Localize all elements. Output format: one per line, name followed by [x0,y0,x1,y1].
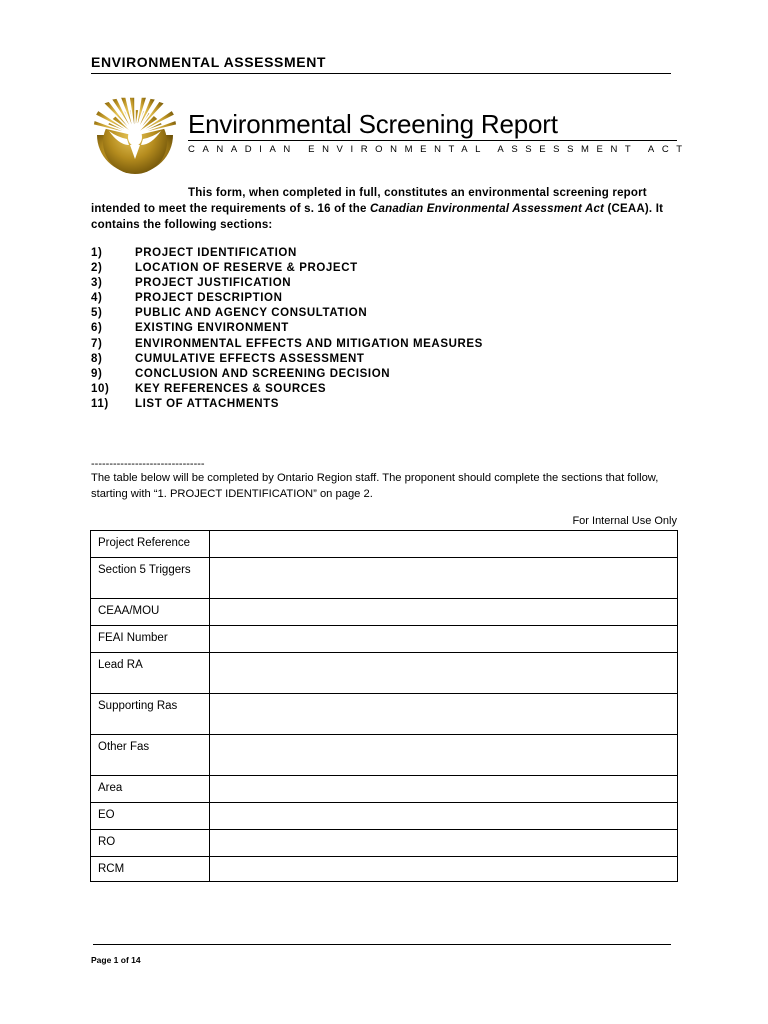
row-label: Project Reference [91,531,210,558]
footer-rule [93,944,671,945]
row-value-field[interactable] [210,653,678,694]
row-label: CEAA/MOU [91,599,210,626]
section-label: LOCATION OF RESERVE & PROJECT [135,262,358,275]
table-row [91,653,678,694]
intro-text-1: This form, when completed in full, constitutes an environmental screening report intended to meet the requirements of s. 16 of the [91,187,647,215]
row-value-field[interactable] [210,531,678,558]
section-list-item [91,352,483,367]
row-label: Lead RA [91,653,210,694]
table-row [91,735,678,776]
section-label: LIST OF ATTACHMENTS [135,397,280,410]
table-row [91,558,678,599]
section-list-item [91,321,483,336]
row-value-field[interactable] [210,626,678,653]
row-value-field[interactable] [210,857,678,882]
section-list-item [91,261,483,276]
section-list-item [91,291,483,306]
section-number: 2) [91,262,103,275]
section-list [91,246,483,412]
section-list-item [91,382,483,397]
internal-use-label: For Internal Use Only [572,515,677,527]
page-number: Page 1 of 14 [91,955,141,965]
row-label: Section 5 Triggers [91,558,210,599]
table-row [91,776,678,803]
section-label: PUBLIC AND AGENCY CONSULTATION [135,307,368,320]
row-label: EO [91,803,210,830]
section-number: 6) [91,322,103,335]
section-number: 9) [91,367,103,380]
section-number: 5) [91,307,103,320]
section-number: 4) [91,292,103,305]
row-label: Other Fas [91,735,210,776]
report-subtitle: CANADIAN ENVIRONMENTAL ASSESSMENT ACT [188,144,690,155]
internal-use-table [90,530,678,882]
section-label: PROJECT DESCRIPTION [135,292,283,305]
title-rule [188,140,677,141]
row-value-field[interactable] [210,776,678,803]
section-number: 3) [91,277,103,290]
section-list-item [91,306,483,321]
intro-paragraph [91,185,681,233]
section-number: 8) [91,352,103,365]
section-label: KEY REFERENCES & SOURCES [135,382,327,395]
section-label: CONCLUSION AND SCREENING DECISION [135,367,391,380]
running-header: ENVIRONMENTAL ASSESSMENT [91,54,327,70]
row-label: RO [91,830,210,857]
section-number: 11) [91,397,109,410]
table-row [91,626,678,653]
table-row [91,803,678,830]
golden-eagle-emblem-icon [93,97,177,177]
table-row [91,599,678,626]
act-name: Canadian Environmental Assessment Act [370,203,605,215]
section-label: PROJECT JUSTIFICATION [135,277,292,290]
row-value-field[interactable] [210,735,678,776]
staff-note: The table below will be completed by Ontario Region staff. The proponent should complete the sections that follow, starting with “1. PROJECT IDENTIFICATION” on page 2. [91,472,659,500]
section-list-item [91,276,483,291]
table-row [91,857,678,882]
section-label: PROJECT IDENTIFICATION [135,247,297,259]
header-rule [91,73,671,74]
section-number: 1) [91,247,103,259]
row-label: FEAI Number [91,626,210,653]
row-label: RCM [91,857,210,882]
section-list-item [91,246,483,261]
row-value-field[interactable] [210,599,678,626]
row-value-field[interactable] [210,803,678,830]
section-number: 10) [91,382,110,395]
table-row [91,830,678,857]
section-label: ENVIRONMENTAL EFFECTS AND MITIGATION MEASURES [135,337,483,350]
section-number: 7) [91,337,103,350]
row-label: Area [91,776,210,803]
report-title: Environmental Screening Report [188,109,558,139]
section-label: EXISTING ENVIRONMENT [135,322,289,335]
table-row [91,694,678,735]
section-list-item [91,337,483,352]
intro-text-2: (CEAA). It contains the following sections: [91,203,664,231]
separator-line: ------------------------------- [91,458,205,470]
row-value-field[interactable] [210,558,678,599]
section-list-item [91,367,483,382]
row-value-field[interactable] [210,830,678,857]
row-label: Supporting Ras [91,694,210,735]
table-row [91,531,678,558]
internal-use-table-body [91,531,678,882]
row-value-field[interactable] [210,694,678,735]
section-list-item [91,397,483,412]
section-label: CUMULATIVE EFFECTS ASSESSMENT [135,352,365,365]
